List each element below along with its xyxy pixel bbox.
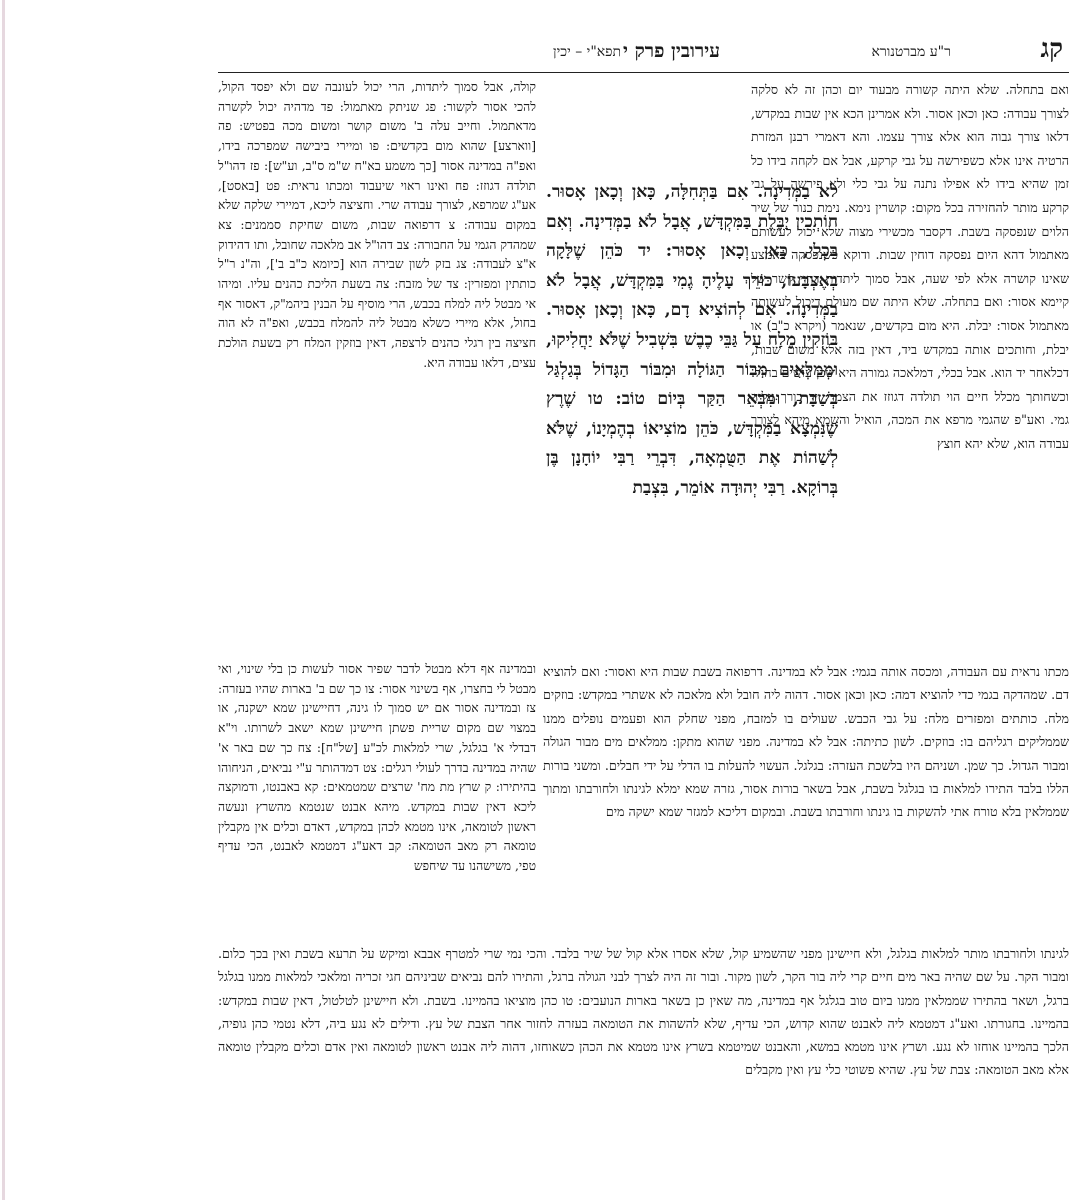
- bartenura-text-top: ואם בתחלה. שלא היתה קשורה מבעוד יום וכהן זה לא סלקה לצורך עבודה: כאן וכאן אסור. ולא אמרינן הכא אין שבות במקדש, דלאו צורך גבוה הוא אלא צורך עצמו. והא דאמרי רבנן המזרת הרטיה אינו אלא כשפירשה על גבי קרקע, אבל אם לקחה בידו כל זמן שהיא בידו לא אפילו נתנה על גבי כלי ולא פירשה על גבי קרקע מותר להחזירה בכל מקום: קושרין נימא. נימת כנור של שיר הלוים שנפסקה בשבת. דקסבר מכשירי מצוה שלא יכול לעשותם מאתמול דהא היום נפסקה דוחין שבות. ודוקא כשנפסקה באמצע שאינו קושרה אלא לפי שעה, אבל סמוך ליתדות דהוי קשר של קיימא אסור: ואם בתחלה. שלא היתה שם מעולם דיכול לעשותה מאתמול אסור: יבלת. היא מום בקדשים, שנאמר (ויקרא כ"ב) או יבלת, וחותכים אותה במקדש ביד, דאין בזה אלא משום שבות, דכלאחר יד הוא. אבל בכלי, דמלאכה גמורה היא שכן עושים בחול. וכשחותך מכלל חיים הוי תולדה דגוזז את הצמר: יד כורך עליה גמי. ואע"פ שהגמי מרפא את המכה, הואיל והשמא מיהא לצורך עבודה הוא, שלא יהא חוצץ: [751, 82, 1069, 451]
- page-edge-mark: [2, 0, 5, 1200]
- commentary-title: ר"ע מברטנורא: [871, 44, 951, 60]
- yachin-commentary-middle: [218, 660, 536, 938]
- yachin-commentary-top: [218, 78, 536, 656]
- yachin-text-top: קולה, אבל סמוך ליתדות, הרי יכול לעונבה שם ולא יפסד הקול, להכי אסור לקשור: פג שניתק מאתמול: פד מדהיה יכול לקשרה מדאתמול. וחייב עלה ב' משום קושר ומשום מכה בפטיש: פה [ווארצע] שהוא מום בקדשים: פו ומיירי ביבישה שמפרכה בידו, ואפ"ה במדינה אסור [כך משמע בא"ח ש"מ ס"ב, וע"ש]: פז דהו"ל תולדה דגוזז: פח ואינו ראוי שיעבוד ומכתו נראית: פט [באסט], אע"ג שמרפא, לצורך עבודה שרי. וחציצה ליכא, דמיירי שלקה שלא במקום עבודה: צ דרפואה שבות, משום שחיקת סממנים: צא שמהדק הגמי על החבורה: צב דהו"ל אב מלאכה שחובל, ותו דהידוק א"צ לעבודה: צג בזק לשון שבירה הוא [כיומא כ"ב ב'], וה"נ ר"ל כותתין ומפזרין: צד של מזבח: צה בשעת הליכת כהנים עליו. ומיהו אי מבטל ליה למלח בכבש, הרי מוסיף על הבנין ביהמ"ק, דאסור אף בחול, אלא מיירי כשלא מבטל ליה להמלח בכבש, ואפ"ה לא הוה חציצה בין רגלי כהנים לרצפה, דאין בוזקין המלח רק בשעת הולכת עצים, דלאו עבודה היא.: [218, 80, 536, 370]
- commentary-title-yachin: תפא"י – יכין: [553, 44, 622, 60]
- bartenura-text-middle: מכתו נראית עם העבודה, ומכסה אותה בגמי: אבל לא במדינה. דרפואה בשבת שבות היא ואסור: ואם להוציא דם. שמהדקה בגמי כדי להוציא דמה: כאן וכאן אסור. דהוה ליה חובל ולא מלאכה לא אשתרי במקדש: בוזקים מלח. כותתים ומפזרים מלח: על גבי הכבש. שעולים בו למזבח, מפני שחלק הוא ופעמים נופלים ממנו שממליקים רגליהם בו: בוזקים. לשון כתיתה: אבל לא במדינה. מפני שהוא מתקן: ממלאים מים מבור הגולה ומבור הגדול. כך שמן. ושניהם היו בלשכת העזרה: בגלגל. העשוי להעלות בו הדלי על ידי חבלים. ומשני בורות הללו בלבד התירו למלאות בו בגלגל בשבת, אבל בשאר בורות אסור, גזרה שמא ימלא לגינתו ולחורבתו ומתוך שממלאין בלא טורח אתי להשקות בו גינתו וחורבתו בשבת. ובמקום דליכא למגזר שמא ישקה מים: [543, 664, 1069, 820]
- bartenura-commentary-middle: [543, 660, 1069, 938]
- mishnah-text: לא בַמְּדִינָה. אִם בַּתְּחִלָּה, כָּאן וְכָאן אָסוּר. חוֹתְכִין יַבֶּלֶת בַּמִּקְדָּשׁ, אֲבָל לֹא בַמְּדִינָה. וְאִם בִּכְלִי, כָּאן וְכָאן אָסוּר: יד כֹּהֵן שֶׁלָּקָה בְאֶצְבָּעוֹ, כּוֹרֵךְ עָלֶיהָ גֶמִי בַּמִּקְדָּשׁ, אֲבָל לֹא בַמְּדִינָה. אִם לְהוֹצִיא דָם, כָּאן וְכָאן אָסוּר. בּוֹזְקִין מֶלַח עַל גַּבֵּי כֶבֶשׁ בִּשְׁבִיל שֶׁלֹּא יַחֲלִיקוּ, וּמְמַלְּאִים מִבּוֹר הַגּוֹלָה וּמִבּוֹר הַגָּדוֹל בְּגַלְגַּל בְּשַׁבָּת, וּמִבְּאֵר הַקַּר בְּיוֹם טוֹב: טו שֶׁרֶץ שֶׁנִּמְצָא בַמִּקְדָּשׁ, כֹּהֵן מוֹצִיאוֹ בְהֶמְיָנוֹ, שֶׁלֹּא לְשַׁהוֹת אֶת הַטֻּמְאָה, דִּבְרֵי רַבִּי יוֹחָנָן בֶּן בְּרוֹקָא. רַבִּי יְהוּדָה אוֹמֵר, בִּצְבַת: [546, 182, 838, 498]
- bartenura-commentary-bottom: [218, 942, 1069, 1192]
- yachin-text-middle: ובמדינה אף דלא מבטל לדבר שפיר אסור לעשות כן בלי שינוי, ואי מבטל לי בחצרו, אף בשינוי אסור: צו כך שם ב' בארות שהיו בעזרה: צז ובמדינה אסור אם יש סמוך לו גינה, דחיישינן שמא ישקנה, או במצוי שם מקום שריית פשתן חיישינן שמא ישאב לשרותו. וי"א דבדלי א' בגלגל, שרי למלאות לכ"ע [של"ח]: צח כך שם באר א' שהיה במדינה בדרך לעולי רגלים: צט דמדהותר ע"י נביאים, הניחוהו בהיתירו: ק שרץ מת מח' שרצים שמטמאים: קא באבנטו, ודמוקצה ליכא דאין שבות במקדש. מיהא אבנט שנטמא מהשרץ ונעשה ראשון לטומאה, אינו מטמא לכהן במקדש, דאדם וכלים אין מקבלין טומאה רק מאב הטומאה: קב דאע"ג דמטמא לאבנט, הכי עדיף טפי, משישהנו עד שיחפש: [218, 662, 536, 874]
- center-gap: [546, 78, 838, 174]
- page-number: קג: [1040, 34, 1063, 64]
- running-header: [218, 34, 1069, 68]
- bartenura-text-bottom: לגינתו ולחורבתו מותר למלאות בגלגל, ולא חיישינן מפני שהשמיע קול, שלא אסרו אלא קול של שיר בלבד. והכי נמי שרי למטרף אבבא ומיקש על תרעא בשבת ואין בכך כלום. ומבור הקר. על שם שהיה באר מים חיים קרי ליה בור הקר, לשון מקור. ובור זה היה לצרך לבני הגולה ברגל, והתירו להם נביאים שביניהם חגי זכריה ומלאכי למלאות ממנו בגלגל ברגל, ושאר בהתירו שממלאין ממנו ביום טוב בגלגל אף במדינה, מה שאין כן בשאר בארות הנועבים: טו כהן מוציאו בהמיינו. בשבת. ולא חיישינן לטלטול, דאין שבות במקדש: בהמיינו. בחגורתו. ואע"ג דמטמא ליה לאבנט שהוא קדוש, הכי עדיף, שלא להשהות את הטומאה בעזרה לחזור אחר הצבת של עץ. ודילים לא נגע ביה, דלא נטמי כהן גופיה, הלכך בהמיינו אוחזו לא נגע. ושרץ אינו מטמא במשא, והאבנט שמיטמא בשרץ אינו מטמא את הכהן כשאוחזו, דהוה ליה אבנט ראשון לטומאה ואין אדם וכלים מקבלין טומאה אלא מאב הטומאה: צבת של עץ. שהיא פשוטי כלי עץ ואין מקבלים: [218, 946, 1069, 1078]
- header-rule: [218, 72, 1069, 73]
- chapter-title: עירובין פרק י: [623, 40, 720, 62]
- mishnah-text-block: [546, 178, 838, 656]
